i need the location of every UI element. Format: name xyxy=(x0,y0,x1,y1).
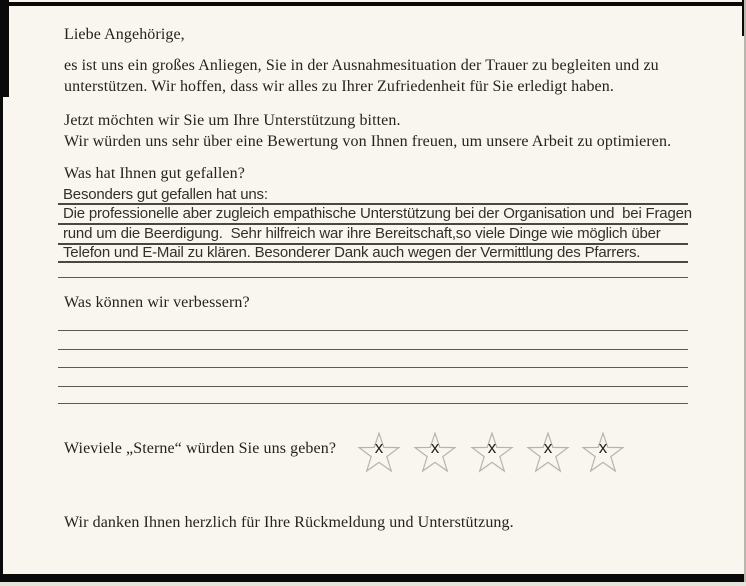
star-mark: x xyxy=(598,438,608,457)
intro-line-1: es ist uns ein großes Anliegen, Sie in der Ausnahmesituation der Trauer zu begleiten und zu xyxy=(64,57,659,74)
answer-line-3: Telefon und E-Mail zu klären. Besonderer Dank auch wegen der Vermittlung des Pfarrers. xyxy=(63,244,641,261)
answer-rule-4 xyxy=(58,261,688,263)
intro-line-2: unterstützen. Wir hoffen, dass wir alles zu Ihrer Zufriedenheit für Sie erledigt haben. xyxy=(64,78,614,95)
star-mark: x xyxy=(430,438,440,457)
improve-rule-1 xyxy=(58,330,688,331)
scan-edge-bottom xyxy=(0,574,746,582)
improve-rule-4 xyxy=(58,386,688,387)
star-mark: x xyxy=(543,438,553,457)
scan-edge-left-thin xyxy=(0,0,3,586)
greeting: Liebe Angehörige, xyxy=(64,26,185,43)
request-line-1: Jetzt möchten wir Sie um Ihre Unterstützung bitten. xyxy=(64,112,401,129)
scan-edge-top xyxy=(0,2,746,6)
question-improve: Was können wir verbessern? xyxy=(64,294,250,311)
scan-edge-bottom-strip xyxy=(0,582,746,586)
star-mark: x xyxy=(487,438,497,457)
rating-star-5 xyxy=(581,431,625,475)
question-positive: Was hat Ihnen gut gefallen? xyxy=(64,165,245,182)
improve-rule-5 xyxy=(58,403,688,404)
rating-star-2 xyxy=(413,431,457,475)
rating-star-3 xyxy=(470,431,514,475)
closing: Wir danken Ihnen herzlich für Ihre Rückmeldung und Unterstützung. xyxy=(64,514,514,531)
improve-rule-2 xyxy=(58,349,688,350)
answer-line-1: Die professionelle aber zugleich empathische Unterstützung bei der Organisation und bei Fragen xyxy=(63,205,692,222)
rating-star-4 xyxy=(526,431,570,475)
star-mark: x xyxy=(374,438,384,457)
answer-line-2: rund um die Beerdigung. Sehr hilfreich war ihre Bereitschaft,so viele Dinge wie möglich über xyxy=(63,225,661,242)
answer-rule-5 xyxy=(58,277,688,278)
request-line-2: Wir würden uns sehr über eine Bewertung von Ihnen freuen, um unsere Arbeit zu optimieren. xyxy=(64,133,672,150)
improve-rule-3 xyxy=(58,367,688,368)
answer-prompt: Besonders gut gefallen hat uns: xyxy=(63,186,268,203)
rating-question: Wieviele „Sterne“ würden Sie uns geben? xyxy=(64,440,337,457)
rating-star-1 xyxy=(357,431,401,475)
